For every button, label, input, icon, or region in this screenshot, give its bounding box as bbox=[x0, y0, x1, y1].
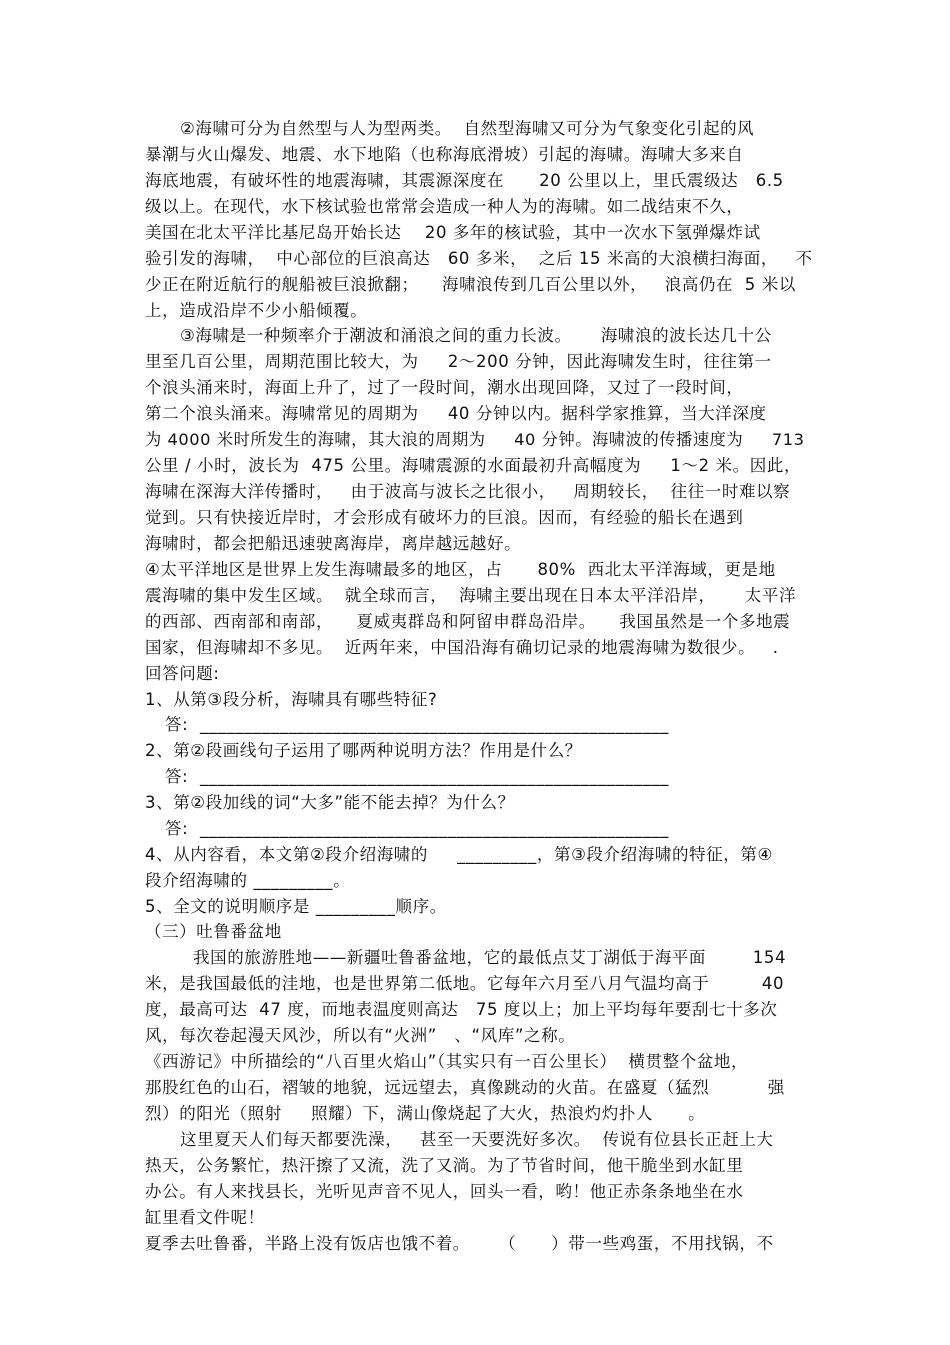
text-line: ④太平洋地区是世界上发生海啸最多的地区，占 80% 西北太平洋海域，更是地 bbox=[145, 560, 776, 579]
answer-line-1: 答: _____________________________________________________ bbox=[165, 715, 669, 734]
text-line: 第二个浪头涌来。海啸常见的周期为 40 分钟以内。据科学家推算，当大洋深度 bbox=[145, 404, 767, 423]
text-line: 热天，公务繁忙，热汗擦了又流，洗了又淌。为了节省时间，他干脆坐到水缸里 bbox=[145, 1156, 744, 1175]
text-line: 公里 / 小时，波长为 475 公里。海啸震源的水面最初升高幅度为 1～2 米。因此， bbox=[145, 456, 802, 475]
text-line: 国家，但海啸却不多见。 近两年来，中国沿海有确切记录的地震海啸为数很少。 . bbox=[145, 638, 779, 657]
question-5: 5、全文的说明顺序是 _________顺序。 bbox=[145, 897, 447, 916]
text-line: 验引发的海啸， 中心部位的巨浪高达 60 多米， 之后 15 米高的大浪横扫海面， 不 bbox=[145, 249, 813, 268]
text-line: 夏季去吐鲁番，半路上没有饭店也饿不着。 （ ）带一些鸡蛋，不用找锅，不 bbox=[145, 1234, 774, 1253]
text-line: 的西部、西南部和南部， 夏威夷群岛和阿留申群岛沿岸。 我国虽然是一个多地震 bbox=[145, 612, 791, 631]
text-line: 海啸在深海大洋传播时， 由于波高与波长之比很小， 周期较长， 往往一时难以察 bbox=[145, 482, 791, 501]
text-line: 暴潮与火山爆发、地震、水下地陷（也称海底滑坡）引起的海啸。海啸大多来自 bbox=[145, 145, 744, 164]
text-line: 上，造成沿岸不少小船倾覆。 bbox=[145, 301, 368, 320]
text-line: 个浪头涌来时，海面上升了，过了一段时间，潮水出现回降，又过了一段时间， bbox=[145, 378, 744, 397]
text-line: ②海啸可分为自然型与人为型两类。 自然型海啸又可分为气象变化引起的风 bbox=[180, 119, 755, 138]
text-line: 为 4000 米时所发生的海啸，其大浪的周期为 40 分钟。海啸波的传播速度为 713 bbox=[145, 430, 805, 449]
text-line: 度，最高可达 47 度，而地表温度则高达 75 度以上；加上平均每年要刮七十多次 bbox=[145, 1000, 778, 1019]
text-line: 烈）的阳光（照射 照耀）下，满山像烧起了大火，热浪灼灼扑人 。 bbox=[145, 1104, 706, 1123]
question-2: 2、第②段画线句子运用了哪两种说明方法？作用是什么？ bbox=[145, 741, 582, 760]
question-3: 3、第②段加线的词“大多”能不能去掉？为什么？ bbox=[145, 793, 515, 812]
question-4: 4、从内容看，本文第②段介绍海啸的 _________，第③段介绍海啸的特征，第④ bbox=[145, 845, 773, 864]
text-line: 级以上。在现代，水下核试验也常常会造成一种人为的海啸。如二战结束不久， bbox=[145, 197, 744, 216]
text-line: 风，每次卷起漫天风沙，所以有“火洲” 、“风库”之称。 bbox=[145, 1026, 576, 1045]
text-line: 美国在北太平洋比基尼岛开始长达 20 多年的核试验，其中一次水下氢弹爆炸试 bbox=[145, 223, 761, 242]
text-line: 海底地震，有破坏性的地震海啸，其震源深度在 20 公里以上，里氏震级达 6.5 bbox=[145, 171, 784, 190]
text-line: 那股红色的山石，褶皱的地貌，远远望去，真像跳动的火苗。在盛夏（猛烈 强 bbox=[145, 1078, 785, 1097]
text-line: 办公。有人来找县长，光听见声音不见人，回头一看，哟！他正赤条条地坐在水 bbox=[145, 1182, 744, 1201]
text-line: 震海啸的集中发生区域。 就全球而言， 海啸主要出现在日本太平洋沿岸， 太平洋 bbox=[145, 586, 797, 605]
text-line: ③海啸是一种频率介于潮波和涌浪之间的重力长波。 海啸浪的波长达几十公 bbox=[180, 326, 772, 345]
text-line: 这里夏天人们每天都要洗澡， 甚至一天要洗好多次。 传说有位县长正赶上大 bbox=[180, 1130, 774, 1149]
text-line: 《西游记》中所描绘的“八百里火焰山”（其实只有一百公里长） 横贯整个盆地， bbox=[145, 1052, 749, 1071]
section-title: （三）吐鲁番盆地 bbox=[145, 922, 282, 941]
text-line: 缸里看文件呢！ bbox=[145, 1208, 265, 1227]
question-4-cont: 段介绍海啸的 _________。 bbox=[145, 871, 351, 890]
text-line: 少正在附近航行的舰船被巨浪掀翻； 海啸浪传到几百公里以外， 浪高仍在 5 米以 bbox=[145, 275, 796, 294]
text-line: 我国的旅游胜地——新疆吐鲁番盆地，它的最低点艾丁湖低于海平面 154 bbox=[193, 948, 787, 967]
text-line: 海啸时，都会把船迅速驶离海岸，离岸越远越好。 bbox=[145, 534, 522, 553]
text-line: 觉到。只有快接近岸时，才会形成有破坏力的巨浪。因而，有经验的船长在遇到 bbox=[145, 508, 744, 527]
text-line: 里至几百公里，周期范围比较大，为 2～200 分钟，因此海啸发生时，往往第一 bbox=[145, 352, 772, 371]
answer-line-3: 答: _____________________________________________________ bbox=[165, 819, 669, 838]
section-heading: 回答问题: bbox=[145, 664, 220, 683]
answer-line-2: 答: _____________________________________________________ bbox=[165, 767, 669, 786]
text-line: 米，是我国最低的洼地，也是世界第二低地。它每年六月至八月气温均高于 40 bbox=[145, 974, 785, 993]
question-1: 1、从第③段分析，海啸具有哪些特征? bbox=[145, 690, 438, 709]
